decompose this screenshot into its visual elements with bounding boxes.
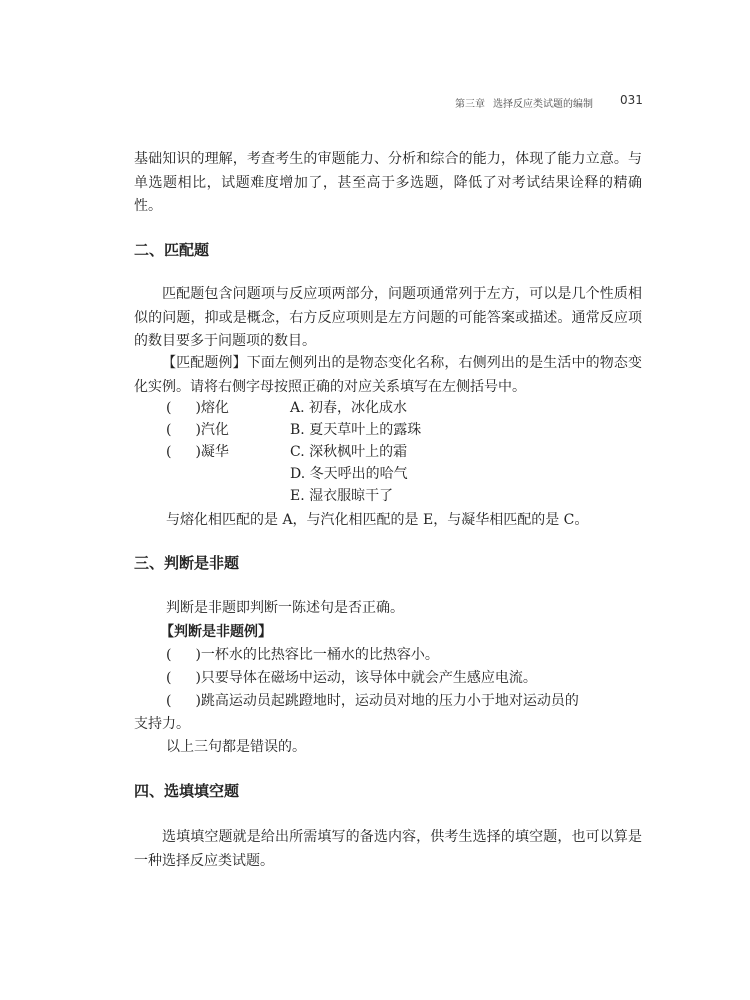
section-heading-true-false: 三、判断是非题 xyxy=(134,554,240,572)
true-false-example-label: 【判断是非题例】 xyxy=(160,624,272,640)
match-left-item: ( )凝华 xyxy=(166,444,229,460)
intro-paragraph: 基础知识的理解，考查考生的审题能力、分析和综合的能力，体现了能力立意。与单选题相比，试题难度增加了，甚至高于多选题，降低了对考试结果诠释的精确性。 xyxy=(134,151,642,214)
section-heading-fill-in: 四、选填填空题 xyxy=(134,782,240,800)
matching-description: 匹配题包含问题项与反应项两部分，问题项通常列于左方，可以是几个性质相似的问题，抑或是概念，右方反应项则是左方问题的可能答案或描述。通常反应项的数目要多于问题项的数目。 xyxy=(134,286,642,349)
match-option-e: E. 湿衣服晾干了 xyxy=(290,488,394,504)
true-false-item: ( )跳高运动员起跳蹬地时，运动员对地的压力小于地对运动员的 xyxy=(166,693,579,709)
fill-in-description: 选填填空题就是给出所需填写的备选内容，供考生选择的填空题，也可以算是一种选择反应类试题。 xyxy=(134,829,642,869)
match-option-d: D. 冬天呼出的哈气 xyxy=(290,466,408,482)
true-false-conclusion: 以上三句都是错误的。 xyxy=(166,739,306,755)
matching-example-intro: 【匹配题例】下面左侧列出的是物态变化名称，右侧列出的是生活中的物态变化实例。请将右侧字母按照正确的对应关系填写在左侧括号中。 xyxy=(134,355,642,395)
section-heading-matching: 二、匹配题 xyxy=(134,241,210,259)
match-option-c: C. 深秋枫叶上的霜 xyxy=(290,444,408,460)
true-false-item: ( )只要导体在磁场中运动，该导体中就会产生感应电流。 xyxy=(166,670,537,686)
matching-answer: 与熔化相匹配的是 A，与汽化相匹配的是 E，与凝华相匹配的是 C。 xyxy=(166,512,589,528)
page-number: 031 xyxy=(620,93,643,107)
header-chapter: 第三章 xyxy=(455,99,485,110)
match-option-b: B. 夏天草叶上的露珠 xyxy=(290,422,422,438)
header-title: 选择反应类试题的编制 xyxy=(493,99,593,110)
running-header xyxy=(440,93,643,110)
true-false-item-continuation: 支持力。 xyxy=(134,716,190,732)
true-false-definition: 判断是非题即判断一陈述句是否正确。 xyxy=(166,600,404,616)
true-false-item: ( )一杯水的比热容比一桶水的比热容小。 xyxy=(166,647,439,663)
match-left-item: ( )汽化 xyxy=(166,422,229,438)
match-option-a: A. 初春，冰化成水 xyxy=(290,400,408,416)
match-left-item: ( )熔化 xyxy=(166,400,229,416)
